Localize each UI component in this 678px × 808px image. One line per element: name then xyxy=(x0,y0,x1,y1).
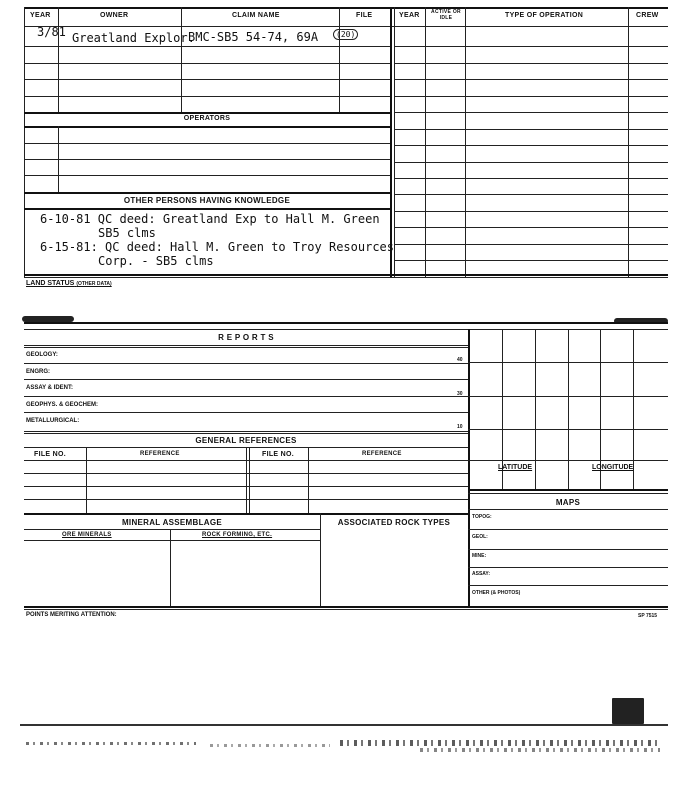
gr-col-reference-1: REFERENCE xyxy=(140,451,180,457)
latitude-label: LATITUDE xyxy=(498,464,533,471)
entry-owner: Greatland Explor. xyxy=(72,31,195,45)
reports-geology: GEOLOGY: xyxy=(26,352,58,358)
header-owner: OWNER xyxy=(100,12,129,19)
scan-noise-3 xyxy=(340,740,660,746)
header-active-idle: ACTIVE OR IDLE xyxy=(431,9,461,21)
maps-topog: TOPOG: xyxy=(472,514,492,520)
scale-mark-40: 40 xyxy=(457,357,463,363)
header-type-of-operation: TYPE OF OPERATION xyxy=(505,12,584,19)
ore-minerals-header: ORE MINERALS xyxy=(62,532,112,538)
maps-other: OTHER (& PHOTOS) xyxy=(472,590,521,596)
maps-title: MAPS xyxy=(555,498,581,507)
entry-claim: BMC-SB5 54-74, 69A xyxy=(188,30,319,44)
gr-col-file-1: FILE NO. xyxy=(34,451,66,458)
gr-col-file-2: FILE NO. xyxy=(262,451,294,458)
rock-forming-header: ROCK FORMING, ETC. xyxy=(202,532,273,538)
scan-noise-4 xyxy=(420,748,660,752)
reports-geophys: GEOPHYS. & GEOCHEM: xyxy=(26,402,99,408)
header-year-2: YEAR xyxy=(399,12,420,19)
associated-rock-types: ASSOCIATED ROCK TYPES xyxy=(337,518,451,527)
maps-geol: GEOL: xyxy=(472,534,488,540)
scan-artifact-rule xyxy=(20,724,668,726)
scale-mark-30: 30 xyxy=(457,391,463,397)
points-meriting-attention: POINTS MERITING ATTENTION: xyxy=(26,612,117,618)
entry-file-mark: (20) xyxy=(333,29,358,40)
header-year: YEAR xyxy=(30,12,51,19)
entry-year: 3/81 xyxy=(37,25,66,39)
scan-artifact-block xyxy=(612,698,644,724)
maps-mine: MINE: xyxy=(472,553,487,559)
land-status-title: LAND STATUS (OTHER DATA) xyxy=(26,280,112,287)
scale-mark-10: 10 xyxy=(457,424,463,430)
reports-engrg: ENGRG: xyxy=(26,369,50,375)
operators-title: OPERATORS xyxy=(183,115,231,122)
scan-noise-2 xyxy=(210,744,330,747)
mineral-title: MINERAL ASSEMBLAGE xyxy=(121,518,223,527)
note-line-4: Corp. - SB5 clms xyxy=(98,254,214,268)
longitude-label: LONGITUDE xyxy=(592,464,634,471)
note-line-2: SB5 clms xyxy=(98,226,156,240)
gr-col-reference-2: REFERENCE xyxy=(362,451,402,457)
note-line-1: 6-10-81 QC deed: Greatland Exp to Hall M. Green xyxy=(40,212,380,226)
note-line-3: 6-15-81: QC deed: Hall M. Green to Troy Resources xyxy=(40,240,395,254)
general-refs-title: GENERAL REFERENCES xyxy=(195,436,297,445)
maps-assay: ASSAY: xyxy=(472,571,491,577)
reports-assay-ident: ASSAY & IDENT: xyxy=(26,385,74,391)
header-crew: CREW xyxy=(636,12,659,19)
scan-noise-1 xyxy=(26,742,196,745)
reports-metallurgical: METALLURGICAL: xyxy=(26,418,80,424)
form-number: SP 7515 xyxy=(638,613,658,619)
header-claim-name: CLAIM NAME xyxy=(232,12,280,19)
reports-title: R E P O R T S xyxy=(218,333,274,342)
header-file: FILE xyxy=(356,12,373,19)
other-persons-title: OTHER PERSONS HAVING KNOWLEDGE xyxy=(123,196,291,205)
